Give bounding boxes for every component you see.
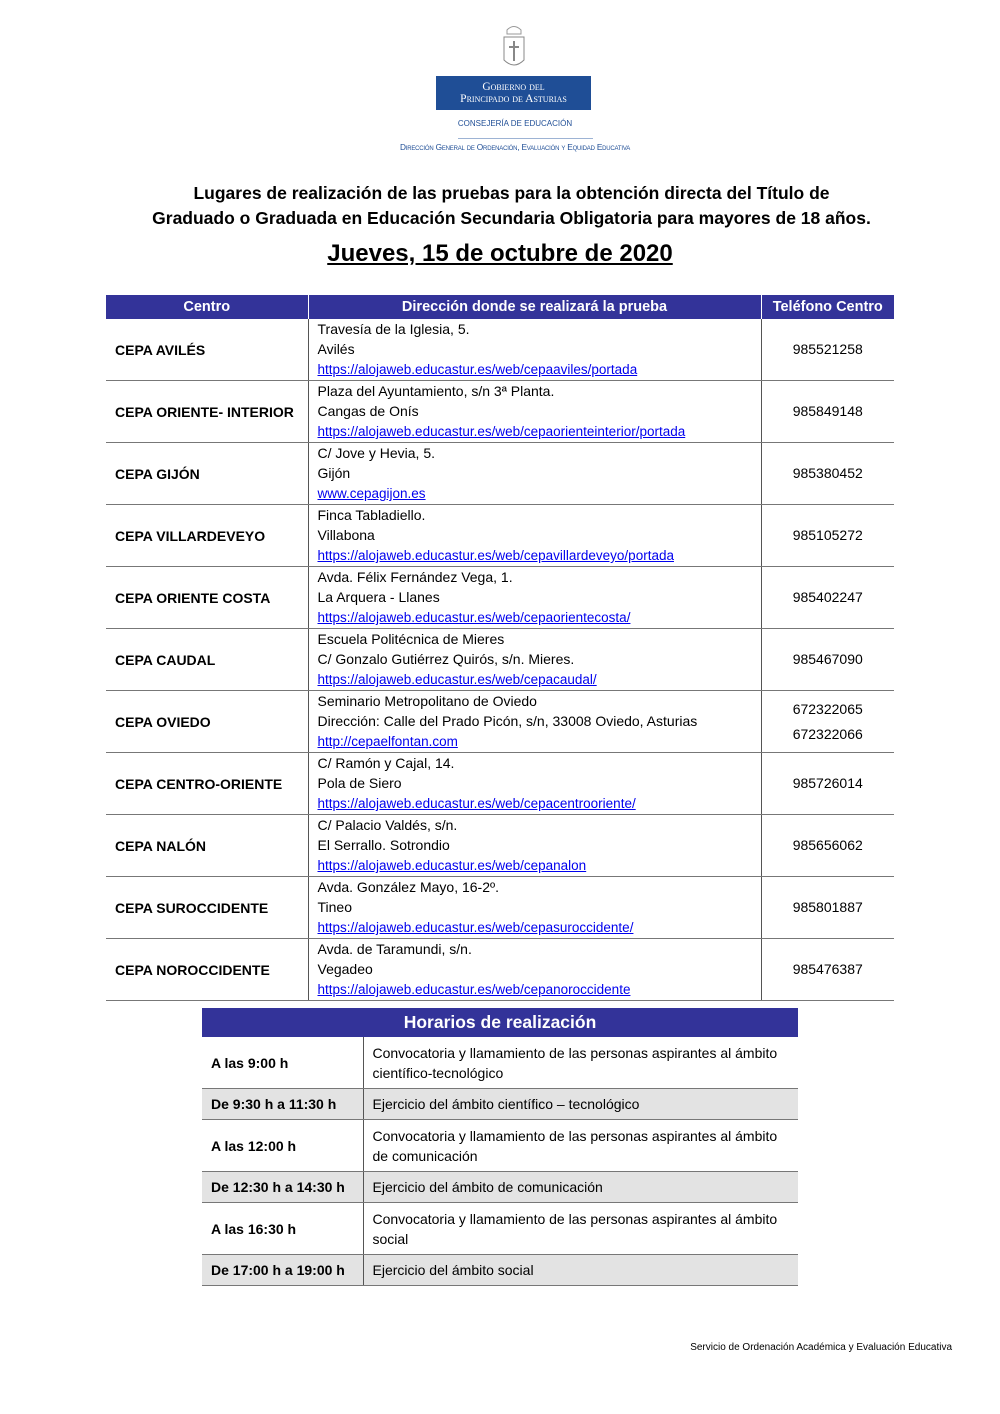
centro-website-link[interactable]: www.cepagijon.es (317, 486, 426, 501)
address-line-2: La Arquera - Llanes (317, 589, 440, 605)
address-line-1: Travesía de la Iglesia, 5. (317, 321, 470, 337)
schedule-time: De 17:00 h a 19:00 h (202, 1255, 363, 1286)
address-line-1: Avda. González Mayo, 16-2º. (317, 879, 500, 895)
centro-name: CEPA CAUDAL (106, 629, 308, 691)
address-line-2: Pola de Siero (317, 775, 402, 791)
schedule-row (202, 1203, 798, 1255)
centro-name: CEPA AVILÉS (106, 319, 308, 381)
centro-name: CEPA VILLARDEVEYO (106, 505, 308, 567)
logo-line-2: Principado de Asturias (460, 93, 567, 105)
link-wrap (318, 979, 761, 1000)
coat-of-arms-icon (502, 24, 526, 68)
centro-website-link[interactable]: https://alojaweb.educastur.es/web/cepaorienteinterior/portada (317, 424, 686, 439)
centro-website-link[interactable]: https://alojaweb.educastur.es/web/cepanalon (317, 858, 587, 873)
table-row (106, 381, 894, 443)
centro-phone (761, 939, 894, 1001)
centro-website-link[interactable]: https://alojaweb.educastur.es/web/cepaorientecosta/ (317, 610, 631, 625)
centro-phone (761, 629, 894, 691)
divider (458, 138, 593, 139)
phone-number: 672322065 (792, 700, 863, 717)
horarios-header: Horarios de realización (202, 1008, 798, 1037)
centro-address (308, 443, 761, 505)
link-wrap (318, 607, 761, 628)
phone-number: 985521258 (792, 341, 863, 357)
phone-number: 672322066 (792, 725, 863, 742)
schedule-description: Ejercicio del ámbito de comunicación (363, 1172, 798, 1203)
centro-phone (761, 443, 894, 505)
schedule-time: A las 16:30 h (202, 1203, 363, 1255)
phone-number: 985402247 (792, 589, 863, 605)
address-line-2: C/ Gonzalo Gutiérrez Quirós, s/n. Mieres. (317, 651, 575, 667)
schedule-row (202, 1172, 798, 1203)
link-wrap (318, 669, 761, 690)
address-line-1: C/ Ramón y Cajal, 14. (317, 755, 455, 771)
table-row (106, 629, 894, 691)
schedule-row (202, 1120, 798, 1172)
phone-number: 985801887 (792, 899, 863, 915)
link-wrap (318, 359, 761, 380)
table-row (106, 319, 894, 381)
link-wrap (318, 731, 761, 752)
schedule-time: De 12:30 h a 14:30 h (202, 1172, 363, 1203)
phone-number: 985656062 (792, 837, 863, 853)
title-line-2: Graduado o Graduada en Educación Secundaria Obligatoria para mayores de 18 años. (152, 208, 871, 228)
centro-website-link[interactable]: https://alojaweb.educastur.es/web/cepaaviles/portada (317, 362, 638, 377)
centro-website-link[interactable]: https://alojaweb.educastur.es/web/cepavillardeveyo/portada (317, 548, 674, 563)
logo-line-1: Gobierno del (482, 81, 545, 93)
centro-address (308, 939, 761, 1001)
schedule-row (202, 1089, 798, 1120)
link-wrap (318, 855, 761, 876)
centro-address (308, 567, 761, 629)
table-row (106, 939, 894, 1001)
centro-phone (761, 753, 894, 815)
phone-number: 985380452 (792, 465, 863, 481)
centro-address (308, 505, 761, 567)
centro-website-link[interactable]: https://alojaweb.educastur.es/web/cepasuroccidente/ (317, 920, 634, 935)
link-wrap (318, 483, 761, 504)
schedule-description: Convocatoria y llamamiento de las personas aspirantes al ámbito científico-tecnológico (363, 1037, 798, 1089)
col-header-telefono: Teléfono Centro (761, 295, 894, 319)
centro-website-link[interactable]: https://alojaweb.educastur.es/web/cepanoroccidente (317, 982, 631, 997)
address-line-1: C/ Palacio Valdés, s/n. (317, 817, 458, 833)
centro-address (308, 381, 761, 443)
centros-table (106, 295, 894, 1001)
address-line-2: El Serrallo. Sotrondio (317, 837, 450, 853)
centro-phone (761, 691, 894, 753)
schedule-row (202, 1255, 798, 1286)
address-line-1: C/ Jove y Hevia, 5. (317, 445, 435, 461)
centro-name: CEPA ORIENTE- INTERIOR (106, 381, 308, 443)
phone-number: 985105272 (792, 527, 863, 543)
government-logo (436, 76, 591, 110)
centro-address (308, 815, 761, 877)
table-row (106, 443, 894, 505)
centro-phone (761, 505, 894, 567)
exam-date: Jueves, 15 de octubre de 2020 (327, 240, 673, 267)
centro-phone (761, 815, 894, 877)
schedule-description: Ejercicio del ámbito científico – tecnológico (363, 1089, 798, 1120)
address-line-2: Vegadeo (317, 961, 373, 977)
title-line-1: Lugares de realización de las pruebas para la obtención directa del Título de (193, 183, 830, 203)
table-row (106, 753, 894, 815)
address-line-1: Avda. Félix Fernández Vega, 1. (317, 569, 513, 585)
centro-name: CEPA NOROCCIDENTE (106, 939, 308, 1001)
centro-phone (761, 319, 894, 381)
centro-name: CEPA ORIENTE COSTA (106, 567, 308, 629)
link-wrap (318, 545, 761, 566)
phone-number: 985476387 (792, 961, 863, 977)
col-header-direccion: Dirección donde se realizará la prueba (308, 295, 761, 319)
centro-phone (761, 567, 894, 629)
centro-website-link[interactable]: https://alojaweb.educastur.es/web/cepacentrooriente/ (317, 796, 636, 811)
centro-website-link[interactable]: http://cepaelfontan.com (317, 734, 458, 749)
address-line-2: Cangas de Onís (317, 403, 419, 419)
centro-address (308, 629, 761, 691)
horarios-table (202, 1008, 798, 1286)
table-row (106, 567, 894, 629)
centro-name: CEPA NALÓN (106, 815, 308, 877)
table-row (106, 815, 894, 877)
centro-website-link[interactable]: https://alojaweb.educastur.es/web/cepacaudal/ (317, 672, 597, 687)
schedule-description: Convocatoria y llamamiento de las personas aspirantes al ámbito social (363, 1203, 798, 1255)
phone-number: 985726014 (792, 775, 863, 791)
phone-number: 985849148 (792, 403, 863, 419)
link-wrap (318, 793, 761, 814)
schedule-description: Ejercicio del ámbito social (363, 1255, 798, 1286)
address-line-2: Gijón (317, 465, 351, 481)
schedule-time: A las 12:00 h (202, 1120, 363, 1172)
direccion-general-label: Dirección General de Ordenación, Evaluación y Equidad Educativa (399, 142, 631, 152)
link-wrap (318, 421, 761, 442)
address-line-2: Avilés (317, 341, 355, 357)
centro-name: CEPA GIJÓN (106, 443, 308, 505)
centro-address (308, 753, 761, 815)
centro-address (308, 319, 761, 381)
link-wrap (318, 917, 761, 938)
centro-name: CEPA CENTRO-ORIENTE (106, 753, 308, 815)
address-line-1: Avda. de Taramundi, s/n. (317, 941, 472, 957)
address-line-2: Dirección: Calle del Prado Picón, s/n, 33008 Oviedo, Asturias (317, 713, 698, 729)
consejeria-label: CONSEJERÍA DE EDUCACIÓN (457, 119, 573, 128)
schedule-row (202, 1037, 798, 1089)
schedule-description: Convocatoria y llamamiento de las personas aspirantes al ámbito de comunicación (363, 1120, 798, 1172)
phone-number: 985467090 (792, 651, 863, 667)
footer-text: Servicio de Ordenación Académica y Evaluación Educativa (690, 1342, 952, 1353)
address-line-1: Finca Tabladiello. (317, 507, 426, 523)
centro-address (308, 877, 761, 939)
address-line-1: Escuela Politécnica de Mieres (317, 631, 505, 647)
centro-phone (761, 381, 894, 443)
table-row (106, 877, 894, 939)
table-row (106, 691, 894, 753)
address-line-2: Villabona (317, 527, 375, 543)
centro-name: CEPA OVIEDO (106, 691, 308, 753)
centro-address (308, 691, 761, 753)
col-header-centro: Centro (106, 295, 308, 319)
schedule-time: De 9:30 h a 11:30 h (202, 1089, 363, 1120)
centro-phone (761, 877, 894, 939)
document-title (0, 181, 1000, 231)
centro-name: CEPA SUROCCIDENTE (106, 877, 308, 939)
address-line-2: Tineo (317, 899, 353, 915)
schedule-time: A las 9:00 h (202, 1037, 363, 1089)
address-line-1: Plaza del Ayuntamiento, s/n 3ª Planta. (317, 383, 555, 399)
address-line-1: Seminario Metropolitano de Oviedo (317, 693, 537, 709)
table-row (106, 505, 894, 567)
